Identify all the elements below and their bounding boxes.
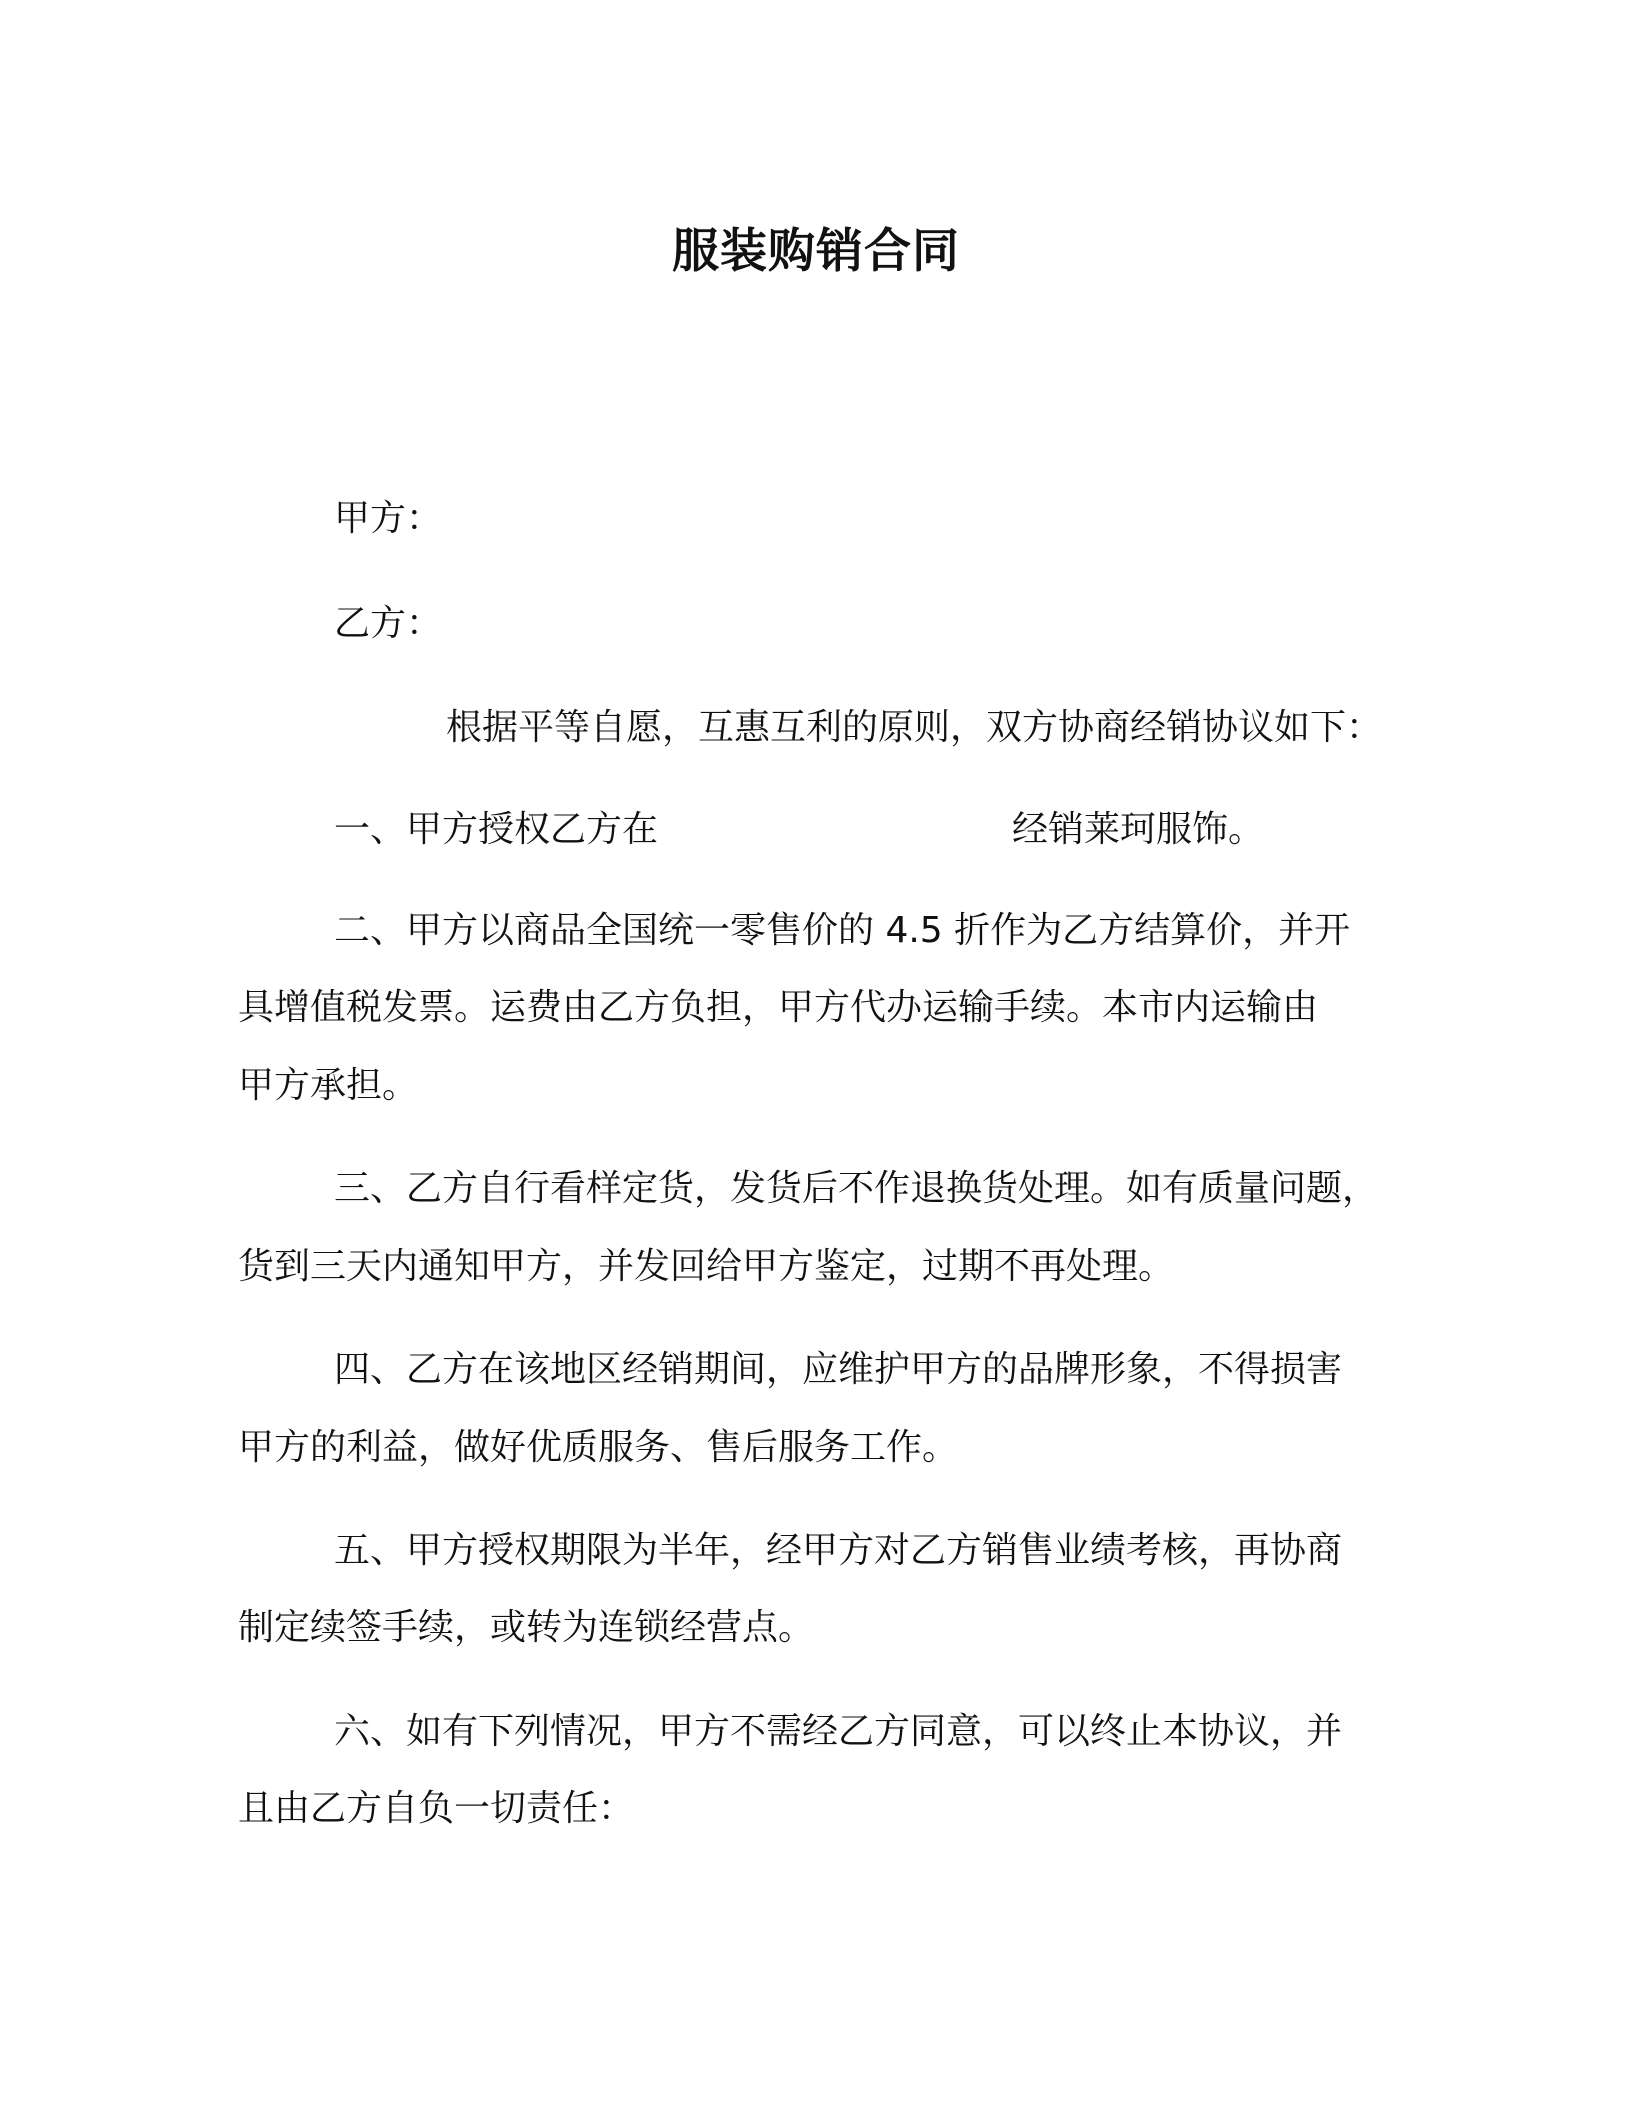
clause-1-end: 经销莱珂服饰。	[1012, 809, 1265, 850]
party-a-label: 甲方：	[334, 498, 443, 539]
clause-4-line-1: 四、乙方在该地区经销期间，应维护甲方的品牌形象，不得损害	[334, 1349, 1343, 1390]
intro-paragraph: 根据平等自愿，互惠互利的原则，双方协商经销协议如下：	[446, 707, 1383, 748]
document-title: 服装购销合同	[672, 224, 960, 279]
clause-3-line-1: 三、乙方自行看样定货，发货后不作退换货处理。如有质量问题，	[334, 1168, 1379, 1209]
clause-4-line-2: 甲方的利益，做好优质服务、售后服务工作。	[238, 1427, 959, 1468]
clause-3-line-2: 货到三天内通知甲方，并发回给甲方鉴定，过期不再处理。	[238, 1246, 1175, 1287]
clause-6-line-1: 六、如有下列情况，甲方不需经乙方同意，可以终止本协议，并	[334, 1711, 1343, 1752]
clause-2-line-2: 具增值税发票。运费由乙方负担，甲方代办运输手续。本市内运输由	[238, 987, 1319, 1028]
clause-2-line-1: 二、甲方以商品全国统一零售价的 4.5 折作为乙方结算价，并开	[334, 910, 1351, 951]
clause-5-line-2: 制定续签手续，或转为连锁经营点。	[238, 1607, 815, 1648]
party-b-label: 乙方：	[334, 603, 443, 644]
clause-2-line-3: 甲方承担。	[238, 1065, 419, 1106]
clause-1-start: 一、甲方授权乙方在	[334, 809, 659, 850]
clause-6-line-2: 且由乙方自负一切责任：	[238, 1788, 635, 1829]
clause-5-line-1: 五、甲方授权期限为半年，经甲方对乙方销售业绩考核，再协商	[334, 1530, 1343, 1571]
